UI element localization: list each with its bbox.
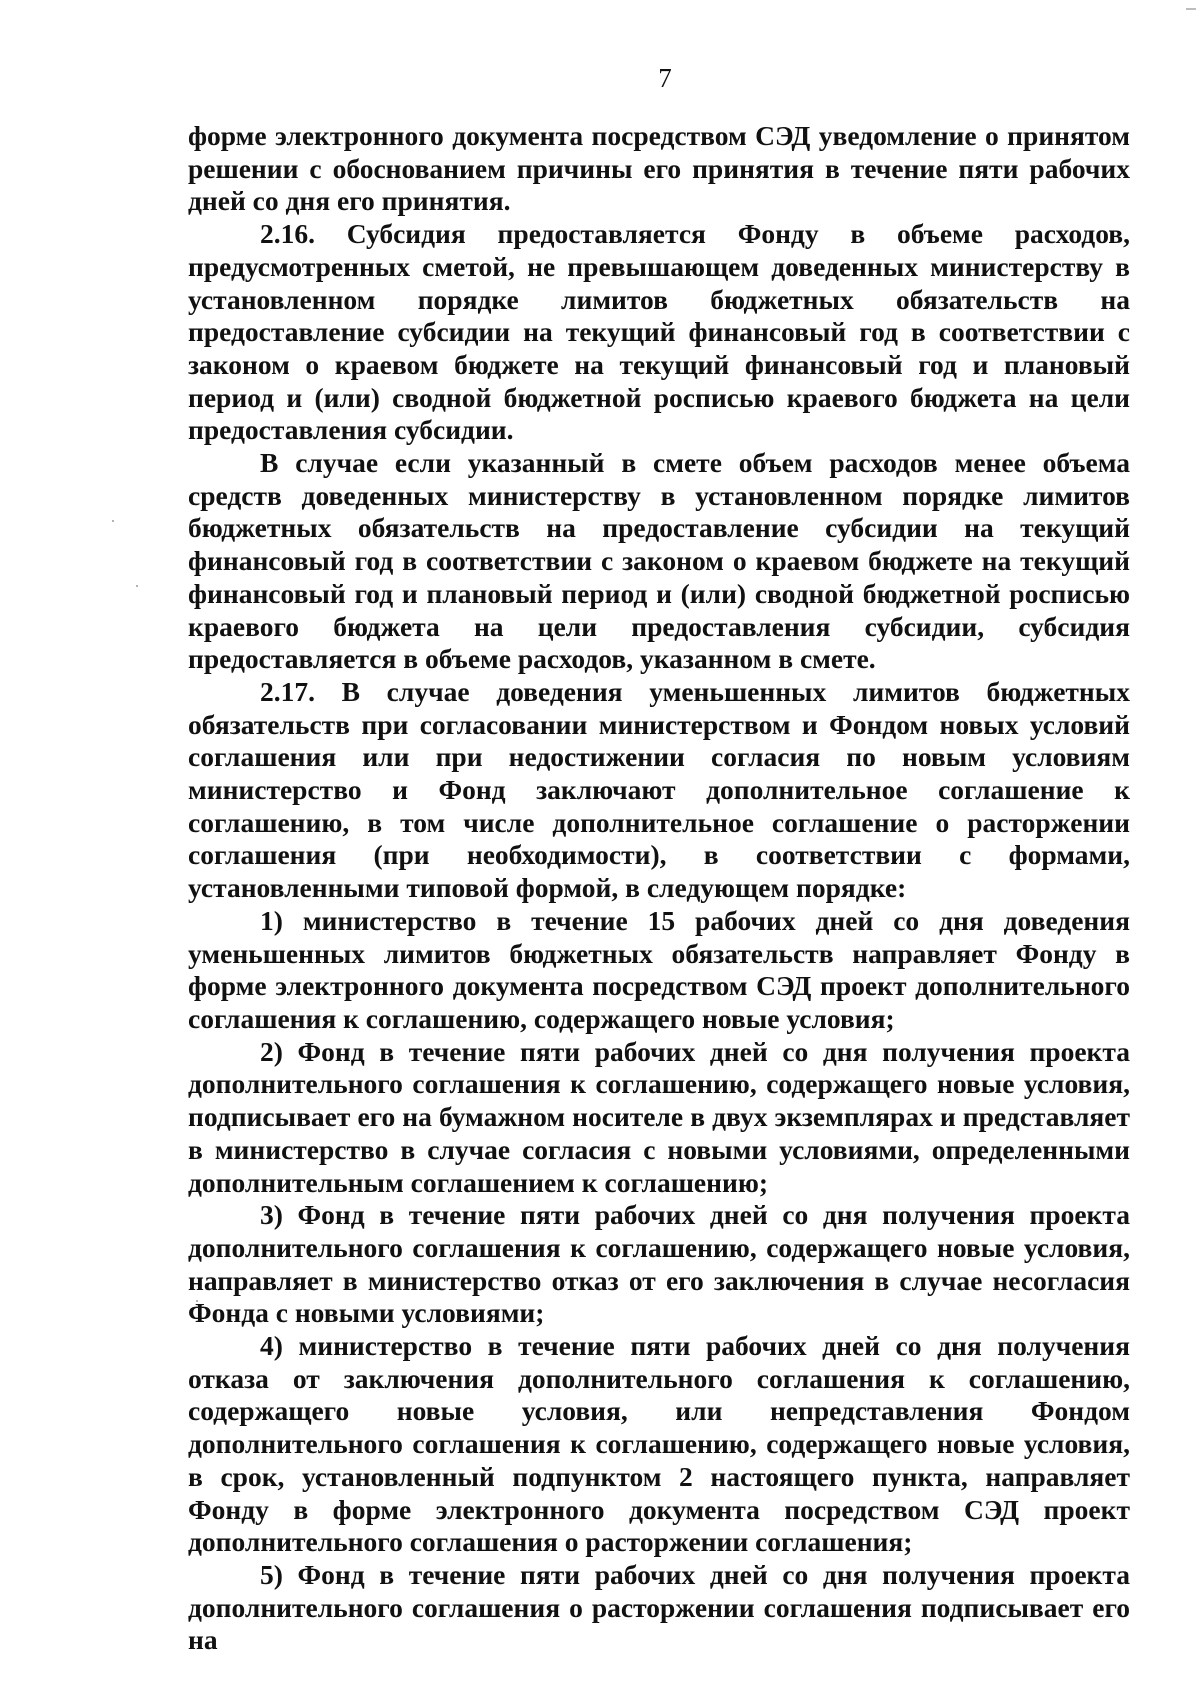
paragraph-2-16: 2.16. Субсидия предоставляется Фонду в объеме расходов, предусмотренных сметой, не превышающем доведенных министерству в установленном порядке лимитов бюджетных обязательств на предоставление субсидии на текущий финансовый год в соответствии с законом о краевом бюджете на текущий финансовый год и плановый период и (или) сводной бюджетной росписью краевого бюджета на цели предоставления субсидии.	[188, 218, 1130, 446]
scan-speck	[112, 520, 114, 522]
list-item-4: 4) министерство в течение пяти рабочих дней со дня получения отказа от заключения дополнительного соглашения к соглашению, содержащего новые условия, или непредставления Фондом дополнительного соглашения к соглашению, содержащего новые условия, в срок, установленный подпунктом 2 настоящего пункта, направляет Фонду в форме электронного документа посредством СЭД проект дополнительного соглашения о расторжении соглашения;	[188, 1330, 1130, 1558]
document-body	[188, 120, 1130, 1657]
scan-corner-mark	[1186, 8, 1196, 10]
paragraph: В случае если указанный в смете объем расходов менее объема средств доведенных министерству в установленном порядке лимитов бюджетных обязательств на предоставление субсидии на текущий финансовый год в соответствии с законом о краевом бюджете на текущий финансовый год и плановый период и (или) сводной бюджетной росписью краевого бюджета на цели предоставления субсидии, субсидия предоставляется в объеме расходов, указанном в смете.	[188, 447, 1130, 675]
list-item-3: 3) Фонд в течение пяти рабочих дней со дня получения проекта дополнительного соглашения к соглашению, содержащего новые условия, направляет в министерство отказ от его заключения в случае несогласия Фонда с новыми условиями;	[188, 1199, 1130, 1329]
paragraph-2-17: 2.17. В случае доведения уменьшенных лимитов бюджетных обязательств при согласовании министерством и Фондом новых условий соглашения или при недостижении согласия по новым условиям министерство и Фонд заключают дополнительное соглашение к соглашению, в том числе дополнительное соглашение о расторжении соглашения (при необходимости), в соответствии с формами, установленными типовой формой, в следующем порядке:	[188, 675, 1130, 904]
list-item-2: 2) Фонд в течение пяти рабочих дней со дня получения проекта дополнительного соглашения к соглашению, содержащего новые условия, подписывает его на бумажном носителе в двух экземплярах и представляет в министерство в случае согласия с новыми условиями, определенными дополнительным соглашением к соглашению;	[188, 1035, 1130, 1198]
scan-speck	[136, 585, 138, 587]
list-item-1: 1) министерство в течение 15 рабочих дней со дня доведения уменьшенных лимитов бюджетных обязательств направляет Фонду в форме электронного документа посредством СЭД проект дополнительного соглашения к соглашению, содержащего новые условия;	[188, 904, 1130, 1034]
paragraph: форме электронного документа посредством СЭД уведомление о принятом решении с обоснованием причины его принятия в течение пяти рабочих дней со дня его принятия.	[188, 120, 1130, 217]
list-item-5: 5) Фонд в течение пяти рабочих дней со дня получения проекта дополнительного соглашения о расторжении соглашения подписывает его на	[188, 1558, 1130, 1656]
page-number: 7	[658, 63, 672, 93]
